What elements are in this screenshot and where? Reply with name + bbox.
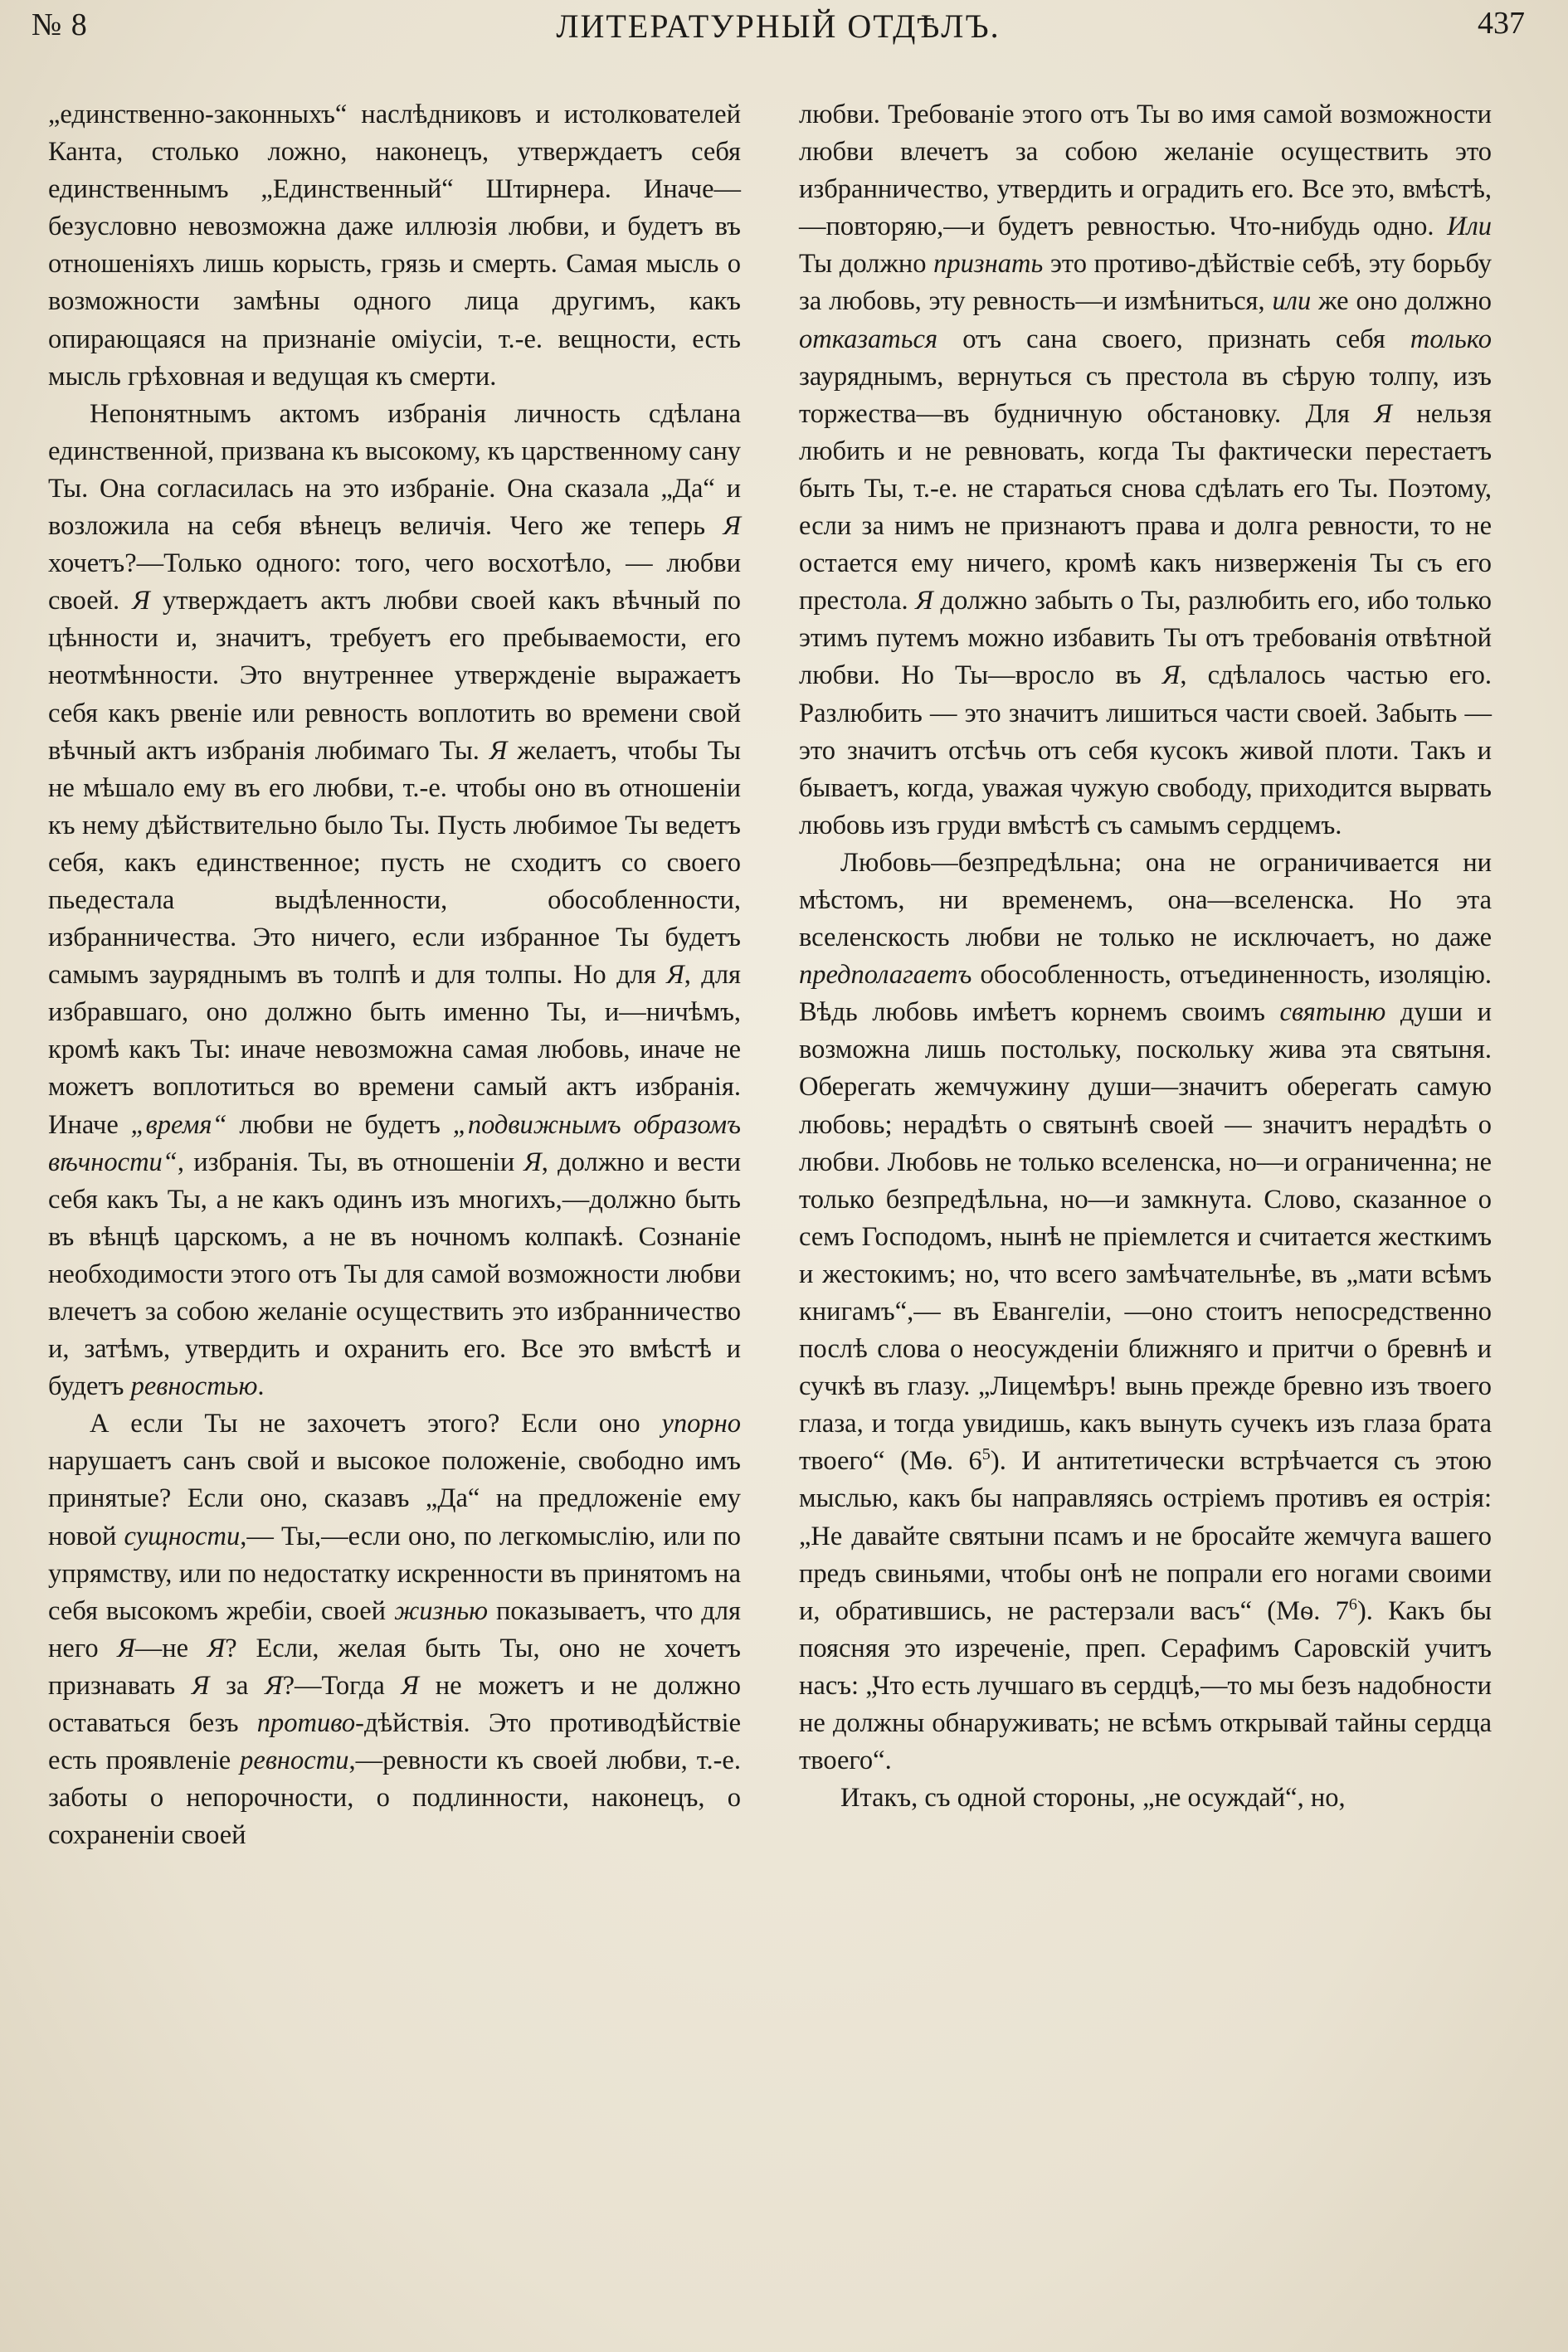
issue-number: № 8 — [32, 7, 88, 42]
left-paragraph-1: „единственно-законныхъ“ наслѣдниковъ и истолкователей Канта, столько ложно, наконецъ, утверждаетъ себя единственнымъ „Единственный“ Штирнера. Иначе—безусловно невозможна даже иллюзія любви, и будетъ въ отношеніяхъ лишь корысть, грязь и смерть. Самая мысль о возможности замѣны одного лица другимъ, какъ опирающаяся на признаніе омiусiи, т.-е. вещности, есть мысль грѣховная и ведущая къ смерти. — [48, 100, 741, 392]
left-paragraph-2: Непонятнымъ актомъ избранія личность сдѣлана единственной, призвана къ высокому, къ царственному сану Ты. Она согласилась на это избраніе. Она сказала „Да“ и возложила на себя вѣнецъ величія. Чего же теперь Я хочетъ?—Только одного: того, чего восхотѣло, — любви своей. Я утверждаетъ актъ любви своей какъ вѣчный по цѣнности и, значитъ, требуетъ его пребываемости, его неотмѣнности. Это внутреннее утвержденіе выражаетъ себя какъ рвеніе или ревность воплотить во времени свой вѣчный актъ избранія любимаго Ты. Я желаетъ, чтобы Ты не мѣшало ему въ его любви, т.-е. чтобы оно въ отношеніи къ нему дѣйствительно было Ты. Пусть любимое Ты ведетъ себя, какъ единственное; пусть не сходитъ со своего пьедестала выдѣленности, обособленности, избранничества. Это ничего, если избранное Ты будетъ самымъ зауряднымъ въ толпѣ и для толпы. Но для Я, для избравшаго, оно должно быть именно Ты, и—ничѣмъ, кромѣ какъ Ты: иначе невозможна самая любовь, иначе не можетъ воплотиться во времени самый актъ избранія. Иначе „время“ любви не будетъ „подвижнымъ образомъ вѣчности“, избранія. Ты, въ отношеніи Я, должно и вести себя какъ Ты, а не какъ одинъ изъ многихъ,—должно быть въ вѣнцѣ царскомъ, а не въ ночномъ колпакѣ. Сознаніе необходимости этого отъ Ты для самой возможности любви влечетъ за собою желаніе осуществить это избранничество и, затѣмъ, утвердить и охранить его. Все это вмѣстѣ и будетъ ревностью. — [48, 398, 741, 1402]
footnote-superscript: 5 — [981, 1445, 991, 1464]
page-number: 437 — [1478, 6, 1525, 41]
right-paragraph-3: Итакъ, съ одной стороны, „не осуждай“, но, — [840, 1783, 1346, 1814]
section-title: ЛИТЕРАТУРНЫЙ ОТДѢЛЪ. — [556, 7, 1001, 45]
left-column — [48, 96, 741, 1854]
page-header — [32, 3, 1525, 50]
right-column — [799, 96, 1492, 1817]
left-paragraph-3: А если Ты не захочетъ этого? Если оно упорно нарушаетъ санъ свой и высокое положеніе, свободно имъ принятые? Если оно, сказавъ „Да“ на предложеніе ему новой сущности,— Ты,—если оно, по легкомыслію, или по упрямству, или по недостатку искренности въ принятомъ на себя высокомъ жребіи, своей жизнью показываетъ, что для него Я—не Я? Если, желая быть Ты, оно не хочетъ признавать Я за Я?—Тогда Я не можетъ и не должно оставаться безъ противо-дѣйствія. Это противодѣйствіе есть проявленіе ревности,—ревности къ своей любви, т.-е. заботы о непорочности, о подлинности, наконецъ, о сохраненіи своей — [48, 1409, 742, 1851]
footnote-superscript: 6 — [1348, 1595, 1357, 1614]
right-paragraph-2: Любовь—безпредѣльна; она не ограничивается ни мѣстомъ, ни временемъ, она—вселенска. Но эта вселенскость любви не только не исключаетъ, но даже предполагаетъ обособленность, отъединенность, изоляцію. Вѣдь любовь имѣетъ корнемъ своимъ святыню души и возможна лишь постольку, поскольку жива эта святыня. Оберегать жемчужину души—значитъ оберегать самую любовь; нерадѣть о святынѣ своей — значитъ нерадѣть о любви. Любовь не только вселенска, но—и ограниченна; не только безпредѣльна, но—и замкнута. Слово, сказанное о семъ Господомъ, нынѣ не пріемлется и считается жесткимъ и жестокимъ; но, что всего замѣчательнѣе, въ „мати всѣмъ книгамъ“,— въ Евангеліи, —оно стоитъ непосредственно послѣ слова о неосужденіи ближняго и притчи о бревнѣ и сучкѣ въ глазу. „Лицемѣръ! вынь прежде бревно изъ твоего глаза, и тогда увидишь, какъ вынуть сучекъ изъ глаза брата твоего“ (Мѳ. $6^5$). И антитетически встрѣчается съ этою мыслью, какъ бы направляясь остріемъ противъ ея острія: „Не давайте святыни псамъ и не бросайте жемчуга вашего предъ свиньями, чтобы онѣ не попрали его ногами своими и, обратившись, не растерзали васъ“ (Мѳ. $7^6$). Какъ бы поясняя это изреченіе, преп. Серафимъ Саровскій учитъ насъ: „Что есть лучшаго въ сердцѣ,—то мы безъ надобности не должны обнаруживать; не всѣмъ открывай тайны сердца твоего“. — [799, 847, 1493, 1776]
right-paragraph-1: любви. Требованіе этого отъ Ты во имя самой возможности любви влечетъ за собою желаніе осуществить это избранничество, утвердить и оградить его. Все это, вмѣстѣ,—повторяю,—и будетъ ревностью. Что-нибудь одно. Или Ты должно признать это противо-дѣйствіе себѣ, эту борьбу за любовь, эту ревность—и измѣниться, или же оно должно отказаться отъ сана своего, признать себя только зауряднымъ, вернуться съ престола въ сѣрую толпу, изъ торжества—въ будничную обстановку. Для Я нельзя любить и не ревновать, когда Ты фактически перестаетъ быть Ты, т.-е. не стараться снова сдѣлать его Ты. Поэтому, если за нимъ не признаютъ права и долга ревности, то не остается ему ничего, кромѣ какъ низверженія Ты съ его престола. Я должно забыть о Ты, разлюбить его, ибо только этимъ путемъ можно избавить Ты отъ требованія отвѣтной любви. Но Ты—вросло въ Я, сдѣлалось частью его. Разлюбить — это значитъ лишиться части своей. Забыть — это значитъ отсѣчь отъ себя кусокъ живой плоти. Такъ и бываетъ, когда, уважая чужую свободу, приходится вырвать любовь изъ груди вмѣстѣ съ самымъ сердцемъ. — [799, 100, 1493, 840]
